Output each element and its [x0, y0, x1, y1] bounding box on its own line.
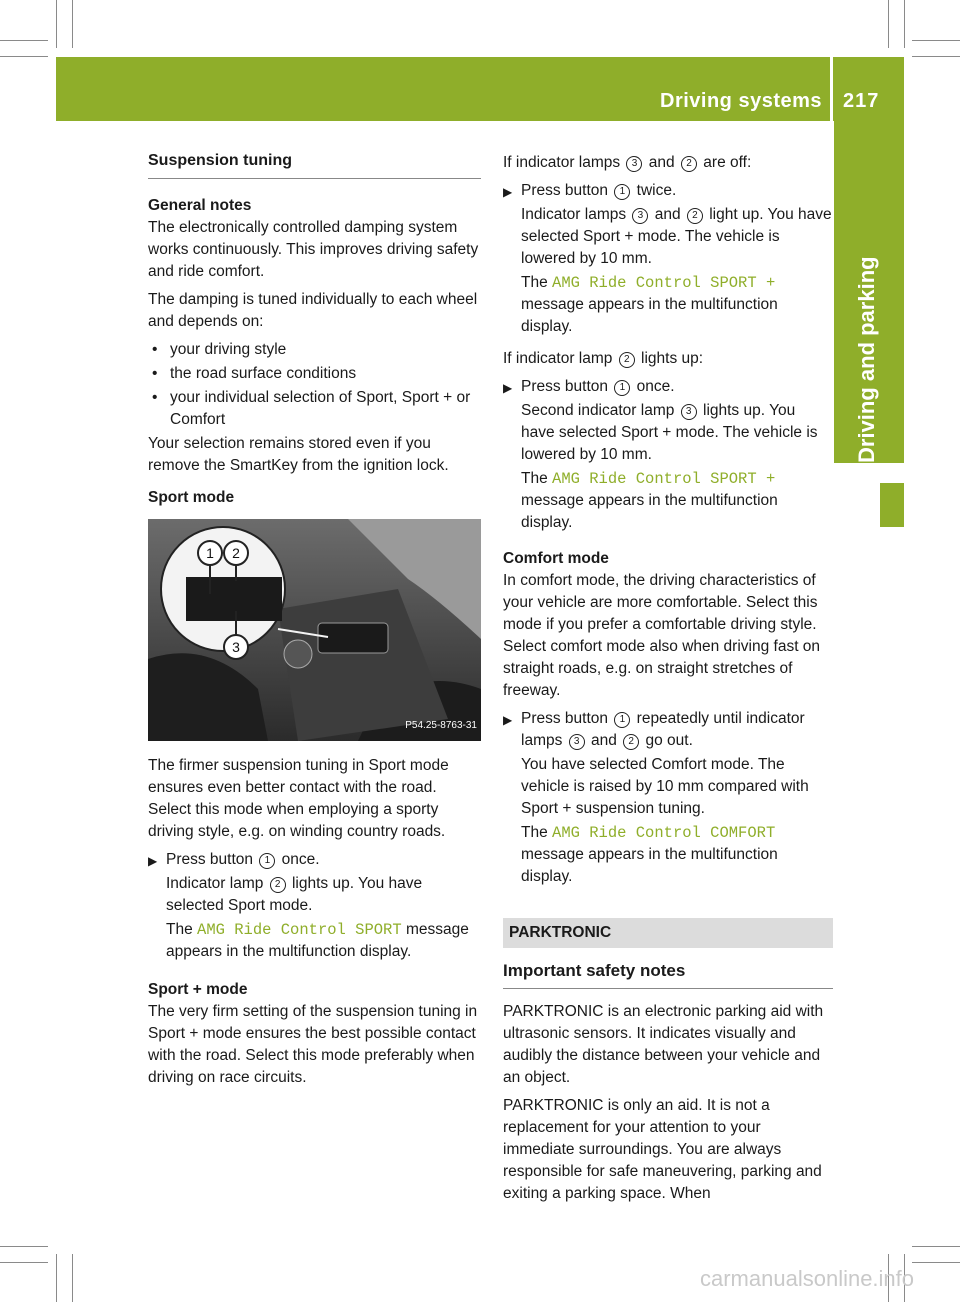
crop-mark [0, 40, 48, 41]
left-column [148, 150, 481, 1095]
heading-important-safety-notes: Important safety notes [503, 948, 833, 989]
callout-3: 3 [232, 639, 240, 655]
crop-mark [72, 1254, 73, 1302]
paragraph: PARKTRONIC is an electronic parking aid with ultrasonic sensors. It indicates visually and audibly the distance between your vehicle and an object. [503, 1003, 824, 1086]
crop-mark [72, 0, 73, 48]
display-message: AMG Ride Control SPORT [197, 921, 402, 939]
display-message: AMG Ride Control SPORT + [552, 470, 776, 488]
crop-mark [56, 1254, 57, 1302]
instruction-step: ▶ Press button 1 twice. Indicator lamps 3 and 2 light up. You have selected Sport + mode. The vehicle is lowered by 10 mm. The AMG Ride Control SPORT + message appears in the multifunction display. [503, 182, 832, 335]
right-column [503, 152, 833, 1211]
crop-mark [0, 1246, 48, 1247]
page-number: 217 [843, 90, 880, 112]
heading-sport-mode: Sport mode [148, 489, 235, 506]
paragraph: The very firm setting of the suspension tuning in Sport + mode ensures the best possible contact with the road. Select this mode preferably when driving on race circuits. [148, 1003, 478, 1086]
paragraph: The firmer suspension tuning in Sport mode ensures even better contact with the road. Select this mode when employing a sporty driving style, e.g. on winding country roads. [148, 757, 449, 840]
callout-1: 1 [206, 545, 214, 561]
section-band-parktronic: PARKTRONIC [503, 918, 833, 948]
heading-general-notes: General notes [148, 197, 252, 214]
instruction-step: ▶ Press button 1 once. Indicator lamp 2 lights up. You have selected Sport mode. The AMG Ride Control SPORT message appears in the multifunction display. [148, 851, 469, 960]
crop-mark [912, 1246, 960, 1247]
watermark: carmanualsonline.info [700, 1266, 915, 1291]
list-item: • your driving style [152, 341, 287, 358]
crop-mark [888, 0, 889, 48]
list-item: • your individual selection of Sport, Sport + or Comfort [152, 389, 471, 428]
display-message: AMG Ride Control SPORT + [552, 274, 776, 292]
crop-mark [56, 0, 57, 48]
crop-mark [0, 56, 48, 57]
crop-mark [912, 56, 960, 57]
paragraph: The electronically controlled damping system works continuously. This improves driving safety and ride comfort. [148, 219, 479, 280]
crop-mark [912, 1262, 960, 1263]
section-title: Driving systems [660, 90, 823, 112]
figure-code: P54.25-8763-31 [405, 720, 477, 731]
paragraph: Your selection remains stored even if you remove the SmartKey from the ignition lock. [148, 435, 449, 474]
heading-comfort-mode: Comfort mode [503, 550, 609, 567]
heading-suspension-tuning: Suspension tuning [148, 150, 481, 179]
list-item: • the road surface conditions [152, 365, 357, 382]
chapter-marker [880, 483, 904, 527]
paragraph: In comfort mode, the driving characteristics of your vehicle are more comfortable. Select this mode if you prefer a comfortable driving style. Select comfort mode also when driving fast on straight roads, e.g. on straight stretches of freeway. [503, 572, 821, 699]
instruction-step: ▶ Press button 1 repeatedly until indicator lamps 3 and 2 go out. You have selected Comfort mode. The vehicle is raised by 10 mm compared with Sport + suspension tuning. The AMG Ride Control COMFORT message appears in the multifunction display. [503, 710, 809, 885]
crop-mark [0, 1262, 48, 1263]
chapter-label: Driving and parking [854, 256, 879, 463]
display-message: AMG Ride Control COMFORT [552, 824, 776, 842]
heading-sport-plus: Sport + mode [148, 981, 248, 998]
condition-line: If indicator lamps 3 and 2 are off: [503, 154, 752, 171]
instruction-step: ▶ Press button 1 once. Second indicator lamp 3 lights up. You have selected Sport + mode. The vehicle is lowered by 10 mm. The AMG Ride Control SPORT + message appears in the multifunction display. [503, 378, 818, 531]
crop-mark [912, 40, 960, 41]
paragraph: The damping is tuned individually to each wheel and depends on: [148, 291, 478, 330]
callout-2: 2 [232, 545, 240, 561]
paragraph: PARKTRONIC is only an aid. It is not a replacement for your attention to your immediate surroundings. You are always responsible for safe maneuvering, parking and exiting a parking space. When [503, 1097, 822, 1202]
crop-mark [904, 0, 905, 48]
console-photo [148, 519, 481, 741]
header-divider [830, 57, 833, 121]
condition-line: If indicator lamp 2 lights up: [503, 350, 704, 367]
